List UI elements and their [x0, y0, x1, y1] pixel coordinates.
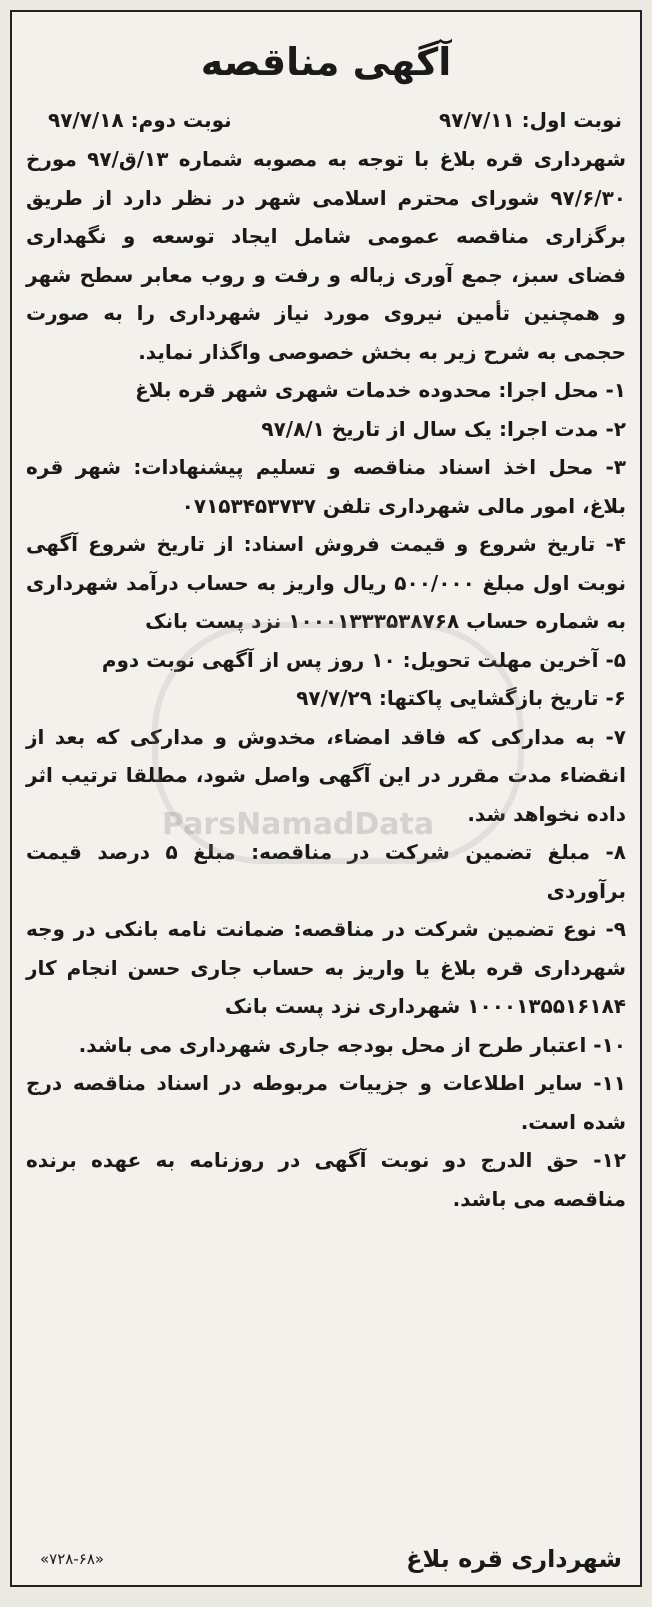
- notice-footer: [12, 1533, 640, 1585]
- notice-body: [12, 140, 640, 1218]
- item-execution-period: ۲- مدت اجرا: یک سال از تاریخ ۹۷/۸/۱: [261, 416, 626, 441]
- item-opening-date: ۶- تاریخ بازگشایی پاکتها: ۹۷/۷/۲۹: [296, 686, 626, 710]
- item-guarantee-amount: ۸- مبلغ تضمین شرکت در مناقصه: مبلغ ۵ درصد قیمت برآوردی: [26, 840, 627, 903]
- item-deadline: ۵- آخرین مهلت تحویل: ۱۰ روز پس از آگهی نوبت دوم: [101, 647, 626, 672]
- issuer-signature: شهرداری قره بلاغ: [406, 1545, 622, 1573]
- notice-code: «۷۲۸-۶۸»: [40, 1550, 105, 1568]
- notice-title: آگهی مناقصه: [200, 40, 452, 84]
- item-invalid-documents: ۷- به مدارکی که فاقد امضاء، مخدوش و مدارکی که بعد از انقضاء مدت مقرر در این آگهی واصل شود، مطلقا ترتیب اثر داده نخواهد شد.: [26, 724, 626, 826]
- item-execution-place: ۱- محل اجرا: محدوده خدمات شهری شهر قره بلاغ: [135, 378, 626, 402]
- item-funding: ۱۰- اعتبار طرح از محل بودجه جاری شهرداری می باشد.: [78, 1032, 626, 1057]
- item-documents-place: ۳- محل اخذ اسناد مناقصه و تسلیم پیشنهادات: شهر قره بلاغ، امور مالی شهرداری تلفن ۰۷۱۵۳۴۵۳۷۳۷: [26, 455, 626, 518]
- watermark-brand: ParsNamadData: [162, 807, 435, 842]
- tender-notice: [10, 10, 642, 1587]
- item-other-info: ۱۱- سایر اطلاعات و جزییات مربوطه در اسناد مناقصه درج شده است.: [26, 1071, 626, 1134]
- intro-paragraph: شهرداری قره بلاغ با توجه به مصوبه شماره ۱۳/ق/۹۷ مورخ ۹۷/۶/۳۰ شورای محترم اسلامی شهر در نظر دارد از طریق برگزاری مناقصه عمومی شامل ایجاد توسعه و نگهداری فضای سبز، جمع آوری زباله و رفت و روب معابر سطح شهر و همچنین تأمین نیروی مورد نیاز شهرداری را به صورت حجمی به شرح زیر به بخش خصوصی واگذار نماید.: [26, 147, 627, 364]
- item-documents-price: ۴- تاریخ شروع و قیمت فروش اسناد: از تاریخ شروع آگهی نوبت اول مبلغ ۵۰۰/۰۰۰ ریال واریز به حساب درآمد شهرداری به شماره حساب ۱۰۰۰۱۳۳۳۵۳۸۷۶۸ نزد پست بانک: [26, 532, 626, 633]
- round-second: نوبت دوم: ۹۷/۷/۱۸: [48, 108, 232, 132]
- item-guarantee-type: ۹- نوع تضمین شرکت در مناقصه: ضمانت نامه بانکی در وجه شهرداری قره بلاغ یا واریز به حساب جاری حسن انجام کار ۱۰۰۰۱۳۵۵۱۶۱۸۴ شهرداری نزد پست بانک: [26, 917, 626, 1018]
- item-ad-fee: ۱۲- حق الدرج دو نوبت آگهی در روزنامه به عهده برنده مناقصه می باشد.: [26, 1148, 626, 1211]
- publication-rounds: [12, 100, 640, 140]
- round-first: نوبت اول: ۹۷/۷/۱۱: [439, 108, 622, 132]
